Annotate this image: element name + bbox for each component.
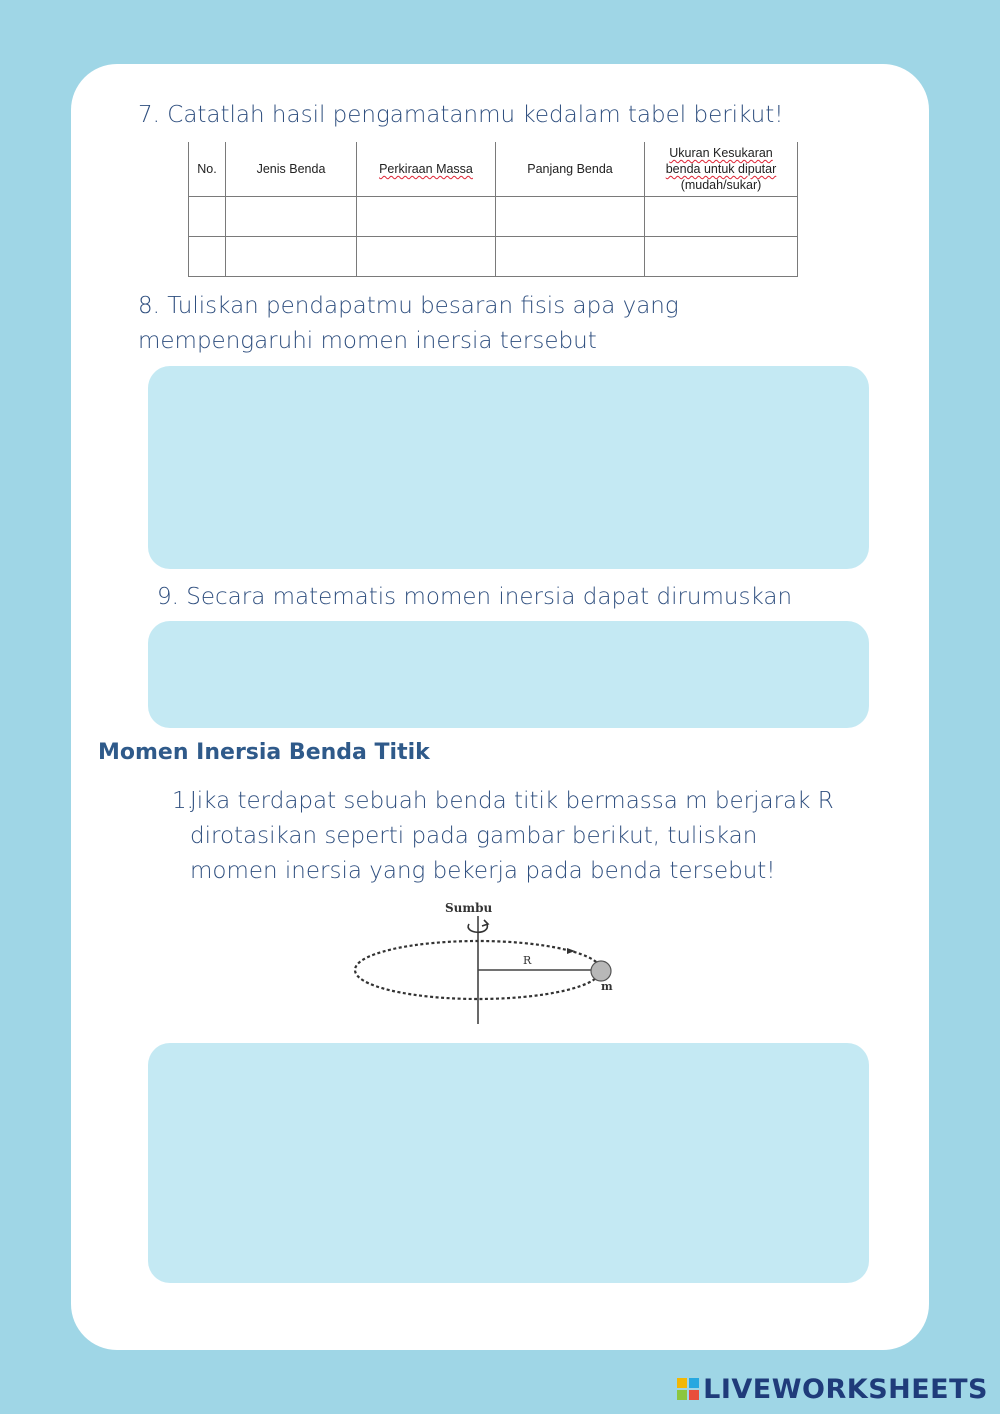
header-ukuran-line3: (mudah/sukar) (680, 177, 762, 192)
question-8-line2: mempengaruhi momen inersia tersebut (138, 328, 597, 354)
table-cell[interactable] (496, 196, 645, 236)
table-cell[interactable] (357, 236, 496, 276)
question-8-line1: 8. Tuliskan pendapatmu besaran fisis apa yang (138, 293, 679, 319)
answer-box-q9[interactable] (148, 621, 869, 728)
logo-block-v (677, 1390, 687, 1400)
table-cell[interactable] (645, 196, 798, 236)
table-cell[interactable] (189, 196, 226, 236)
logo-block-e (689, 1390, 699, 1400)
answer-box-point-mass[interactable] (148, 1043, 869, 1283)
table-cell[interactable] (357, 196, 496, 236)
header-jenis-benda: Jenis Benda (226, 142, 357, 196)
list-item-line3: momen inersia yang bekerja pada benda tersebut! (190, 858, 776, 884)
radius-label: R (523, 954, 532, 967)
point-mass (591, 961, 611, 981)
table-header-row (189, 142, 798, 196)
logo-icon (677, 1378, 699, 1400)
header-ukuran-line2: benda untuk diputar (665, 161, 777, 176)
table-cell[interactable] (645, 236, 798, 276)
table-cell[interactable] (496, 236, 645, 276)
list-number: 1. (172, 788, 194, 814)
brand-name: LIVEWORKSHEETS (703, 1373, 988, 1405)
list-item-line1: Jika terdapat sebuah benda titik bermassa m berjarak R (190, 788, 834, 814)
header-massa-text: Perkiraan Massa (379, 161, 473, 176)
list-item-1 (190, 784, 870, 889)
answer-box-q8[interactable] (148, 366, 869, 569)
diagram-background (345, 896, 625, 1028)
table-cell[interactable] (189, 236, 226, 276)
header-perkiraan-massa (357, 142, 496, 196)
logo-block-l (677, 1378, 687, 1388)
table-cell[interactable] (226, 236, 357, 276)
mass-label: m (601, 980, 613, 993)
question-9: 9. Secara matematis momen inersia dapat dirumuskan (157, 584, 793, 610)
axis-label: Sumbu (445, 901, 493, 915)
section-title: Momen Inersia Benda Titik (98, 740, 430, 765)
list-item-line2: dirotasikan seperti pada gambar berikut, tuliskan (190, 823, 758, 849)
rotation-diagram (345, 896, 625, 1028)
table-cell[interactable] (226, 196, 357, 236)
question-7: 7. Catatlah hasil pengamatanmu kedalam tabel berikut! (138, 102, 784, 128)
header-no: No. (189, 142, 226, 196)
header-ukuran-kesukaran (645, 142, 798, 196)
table-row (189, 236, 798, 276)
header-ukuran-line1: Ukuran Kesukaran (669, 145, 773, 160)
observation-table (188, 142, 798, 277)
logo-block-i (689, 1378, 699, 1388)
liveworksheets-logo[interactable] (677, 1374, 988, 1404)
table-row (189, 196, 798, 236)
header-panjang-benda: Panjang Benda (496, 142, 645, 196)
